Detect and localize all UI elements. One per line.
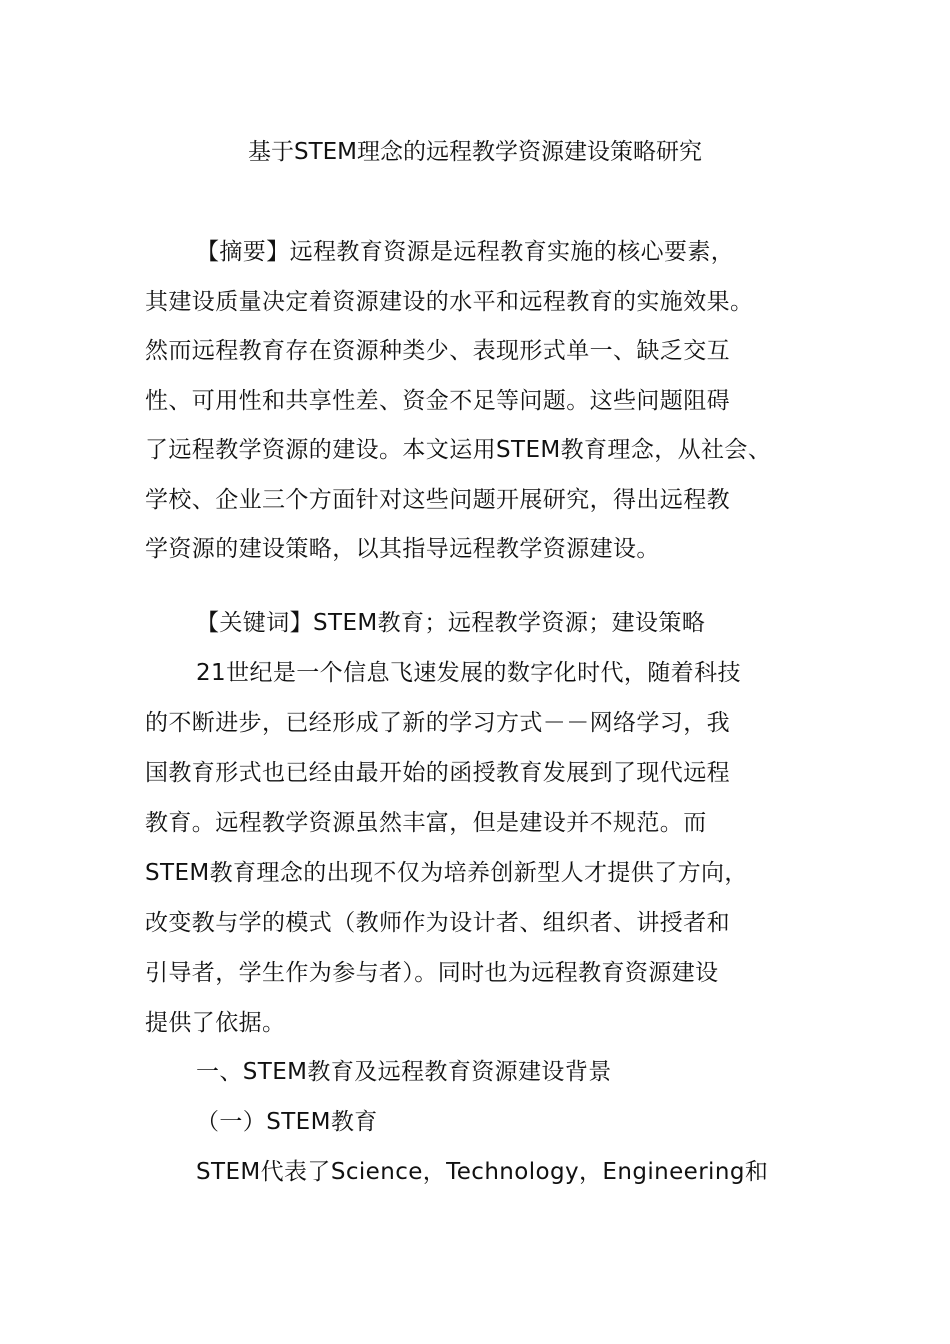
intro-line: 的不断进步，已经形成了新的学习方式－－网络学习，我 <box>145 710 730 736</box>
subsection-heading: （一）STEM教育 <box>196 1109 378 1135</box>
intro-line: STEM教育理念的出现不仅为培养创新型人才提供了方向， <box>145 860 748 886</box>
body-line: STEM代表了Science，Technology，Engineering和 <box>196 1159 769 1185</box>
keywords-line: 【关键词】STEM教育；远程教学资源；建设策略 <box>196 610 706 636</box>
abstract-line: 学校、企业三个方面针对这些问题开展研究，得出远程教 <box>145 487 730 513</box>
abstract-line: 然而远程教育存在资源种类少、表现形式单一、缺乏交互 <box>145 338 730 364</box>
intro-line: 教育。远程教学资源虽然丰富，但是建设并不规范。而 <box>145 810 707 836</box>
section-heading: 一、STEM教育及远程教育资源建设背景 <box>196 1059 612 1085</box>
intro-line: 21世纪是一个信息飞速发展的数字化时代，随着科技 <box>196 660 741 686</box>
abstract-line: 性、可用性和共享性差、资金不足等问题。这些问题阻碍 <box>145 388 730 414</box>
abstract-line: 其建设质量决定着资源建设的水平和远程教育的实施效果。 <box>145 289 754 315</box>
intro-line: 引导者，学生作为参与者）。同时也为远程教育资源建设 <box>145 960 719 986</box>
abstract-line: 【摘要】远程教育资源是远程教育实施的核心要素， <box>196 239 735 265</box>
intro-line: 国教育形式也已经由最开始的函授教育发展到了现代远程 <box>145 760 730 786</box>
document-title: 基于STEM理念的远程教学资源建设策略研究 <box>247 139 703 165</box>
intro-line: 改变教与学的模式（教师作为设计者、组织者、讲授者和 <box>145 910 730 936</box>
abstract-line: 了远程教学资源的建设。本文运用STEM教育理念，从社会、 <box>145 437 772 463</box>
intro-line: 提供了依据。 <box>145 1010 286 1036</box>
abstract-line: 学资源的建设策略，以其指导远程教学资源建设。 <box>145 536 660 562</box>
